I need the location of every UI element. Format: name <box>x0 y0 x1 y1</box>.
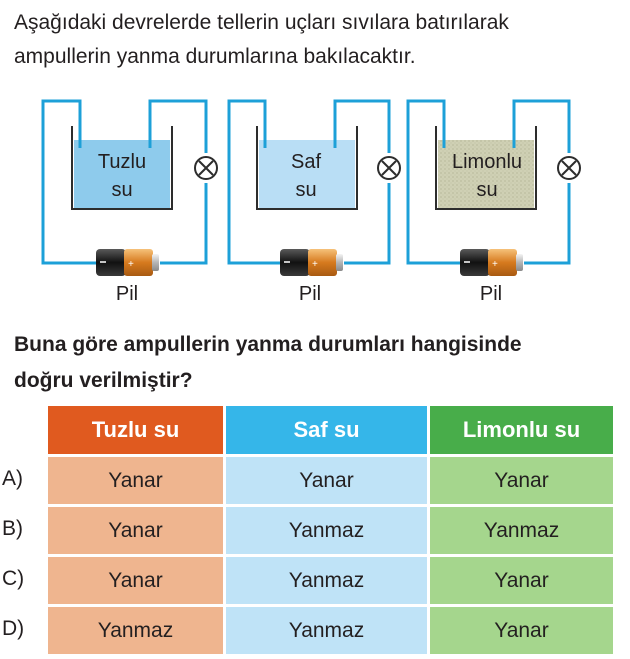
cell-d-tuzlu: Yanmaz <box>48 607 223 654</box>
svg-text:+: + <box>312 259 318 270</box>
liquid-label-2b: su <box>295 179 317 201</box>
battery-label-2: Pil <box>298 283 322 305</box>
intro-line-2: ampullerin yanma durumlarına bakılacaktır. <box>14 45 416 68</box>
cell-a-saf: Yanar <box>226 457 427 504</box>
cell-c-limonlu: Yanar <box>430 557 613 604</box>
battery-label-1: Pil <box>115 283 139 305</box>
cell-a-tuzlu: Yanar <box>48 457 223 504</box>
cell-b-limonlu: Yanmaz <box>430 507 613 554</box>
header-limonlu: Limonlu su <box>430 406 613 454</box>
cell-c-tuzlu: Yanar <box>48 557 223 604</box>
question-line-1: Buna göre ampullerin yanma durumları hangisinde <box>14 333 522 356</box>
liquid-label-1a: Tuzlu <box>97 151 147 173</box>
cell-c-saf: Yanmaz <box>226 557 427 604</box>
answer-table <box>0 406 630 659</box>
option-label-d[interactable]: D) <box>2 617 25 640</box>
liquid-label-2a: Saf <box>290 151 322 173</box>
option-label-b[interactable]: B) <box>2 517 23 540</box>
liquid-label-3b: su <box>476 179 498 201</box>
header-tuzlu: Tuzlu su <box>48 406 223 454</box>
cell-d-saf: Yanmaz <box>226 607 427 654</box>
battery-icon <box>280 249 343 276</box>
option-label-a[interactable]: A) <box>2 467 23 490</box>
liquid-label-3a: Limonlu <box>451 151 523 173</box>
svg-text:+: + <box>492 259 498 270</box>
cell-a-limonlu: Yanar <box>430 457 613 504</box>
bulb-icon <box>558 157 580 179</box>
bulb-icon <box>378 157 400 179</box>
bulb-icon <box>195 157 217 179</box>
battery-icon <box>460 249 523 276</box>
circuits-figure <box>0 0 630 320</box>
header-saf: Saf su <box>226 406 427 454</box>
battery-label-3: Pil <box>479 283 503 305</box>
intro-line-1: Aşağıdaki devrelerde tellerin uçları sıvılara batırılarak <box>14 11 509 34</box>
question-text <box>14 327 624 399</box>
cell-d-limonlu: Yanar <box>430 607 613 654</box>
cell-b-saf: Yanmaz <box>226 507 427 554</box>
battery-icon <box>96 249 159 276</box>
option-label-c[interactable]: C) <box>2 567 25 590</box>
question-line-2: doğru verilmiştir? <box>14 369 193 392</box>
liquid-label-1b: su <box>111 179 133 201</box>
cell-b-tuzlu: Yanar <box>48 507 223 554</box>
svg-text:+: + <box>128 259 134 270</box>
